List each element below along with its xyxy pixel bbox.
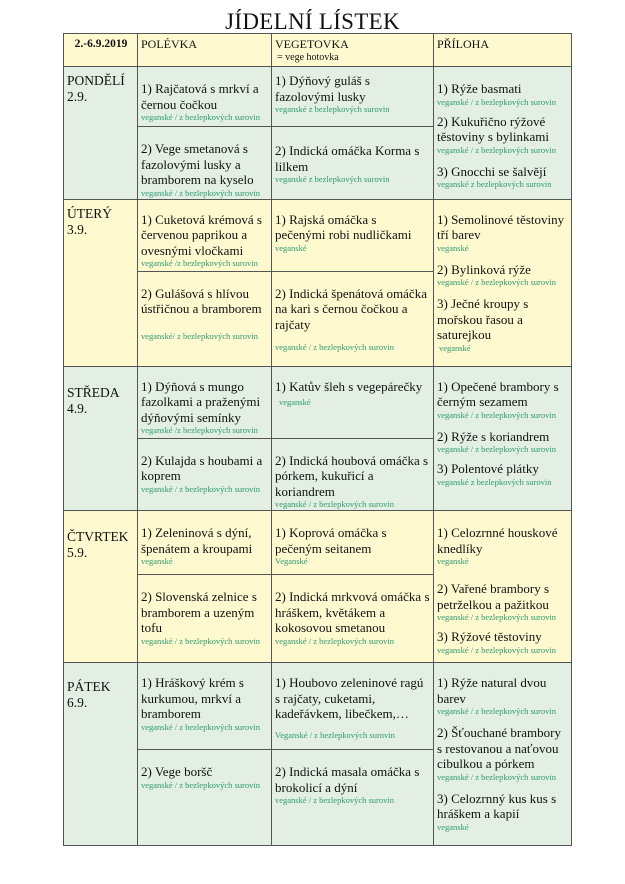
day-cell [64, 511, 138, 663]
veg-label: VEGETOVKA [275, 37, 349, 51]
side-cell [434, 511, 572, 663]
veg-cell [272, 750, 434, 846]
dish-name: 2) Indická omáčka Korma s lilkem [275, 143, 420, 174]
diet-note: veganské [437, 821, 469, 832]
dish-name: 2) Vařené brambory s petrželkou a pažitkou [437, 581, 550, 612]
diet-note: veganské / z bezlepkových surovin [437, 144, 556, 155]
dish-name: 1) Rajská omáčka s pečenými robi nudličkami [275, 211, 412, 242]
header-row [64, 34, 572, 67]
diet-note: veganské [439, 342, 471, 353]
column-header-side: PŘÍLOHA [434, 34, 572, 67]
soup-cell [138, 366, 272, 438]
veg-cell [272, 67, 434, 127]
soup-cell [138, 511, 272, 575]
diet-note: veganské [275, 242, 307, 253]
veg-note: = vege hotovka [277, 52, 339, 63]
veg-cell [272, 366, 434, 438]
day-name: PÁTEK [67, 679, 111, 694]
dish-name: 2) Indická špenátová omáčka na kari s černou čočkou a rajčaty [275, 285, 427, 332]
dish-name: 3) Ječné kroupy s mořskou řasou a saturejkou [437, 296, 529, 342]
veg-cell [272, 271, 434, 366]
dish-name: 3) Celozrnný kus kus s hráškem a kapií [437, 790, 557, 821]
dish-name: 1) Rýže natural dvou barev [437, 675, 547, 706]
day-cell [64, 199, 138, 366]
diet-note: veganské z bezlepkových surovin [275, 104, 390, 114]
diet-note: veganské [141, 556, 173, 566]
column-header-soup: POLÉVKA [138, 34, 272, 67]
side-cell [434, 199, 572, 366]
side-cell [434, 366, 572, 511]
day-cell [64, 67, 138, 200]
diet-note: veganské / z bezlepkových surovin [141, 483, 260, 494]
dish-name: 2) Kukuřično rýžové těstoviny s bylinkami [437, 113, 549, 144]
dish-name: 2) Slovenská zelnice s bramborem a uzeným tofu [141, 589, 257, 635]
diet-note: veganské z bezlepkových surovin [437, 179, 552, 189]
diet-note: veganské / z bezlepkových surovin [437, 644, 556, 655]
day-date: 2.9. [67, 89, 88, 104]
day-name: STŘEDA [67, 384, 120, 400]
day-name: ČTVRTEK [67, 529, 129, 544]
day-name: PONDĚLÍ [67, 73, 125, 88]
dish-name: 2) Indická mrkvová omáčka s hráškem, květákem a kokosovou smetanou [275, 589, 430, 635]
dish-name: 2) Indická masala omáčka s brokolicí a dýní [275, 764, 420, 795]
column-header-veg [272, 34, 434, 67]
table-row [64, 199, 572, 271]
dish-name: 1) Zeleninová s dýní, špenátem a kroupami [141, 525, 253, 556]
diet-note: veganské z bezlepkových surovin [437, 476, 552, 487]
dish-name: 1) Katův šleh s vegepárečky [275, 378, 423, 394]
diet-note: veganské [279, 397, 311, 407]
table-row [64, 511, 572, 575]
diet-note: veganské z bezlepkových surovin [275, 174, 390, 184]
soup-cell [138, 199, 272, 271]
diet-note: veganské / z bezlepkových surovin [437, 409, 556, 420]
soup-cell [138, 575, 272, 663]
diet-note: veganské / z bezlepkových surovin [275, 795, 394, 805]
day-cell [64, 663, 138, 846]
dish-name: 2) Vege smetanová s fazolovými lusky a bramborem na kyselo [141, 141, 254, 187]
dish-name: 3) Rýžové těstoviny [437, 629, 542, 644]
diet-note: veganské / z bezlepkových surovin [437, 96, 556, 107]
day-date: 3.9. [67, 221, 88, 237]
dish-name: 1) Koprová omáčka s pečeným seitanem [275, 525, 387, 556]
veg-cell [272, 663, 434, 750]
dish-name: 3) Gnocchi se šalvějí [437, 163, 547, 179]
dish-name: 3) Polentové plátky [437, 461, 539, 476]
soup-cell [138, 127, 272, 200]
table-row [64, 366, 572, 438]
veg-cell [272, 575, 434, 663]
dish-name: 1) Rýže basmati [437, 81, 522, 96]
diet-note: veganské / z bezlepkových surovin [141, 187, 260, 198]
diet-note: veganské / z bezlepkových surovin [437, 771, 556, 782]
soup-cell [138, 67, 272, 127]
soup-cell [138, 438, 272, 511]
diet-note: veganské / z bezlepkových surovin [275, 499, 394, 509]
diet-note: veganské / z bezlepkových surovin [437, 706, 556, 716]
day-name: ÚTERÝ [67, 205, 112, 221]
dish-name: 2) Indická houbová omáčka s pórkem, kukuřicí a koriandrem [275, 452, 429, 499]
day-cell [64, 366, 138, 511]
table-row [64, 67, 572, 127]
diet-note: veganské [437, 556, 469, 566]
diet-note: veganské / z bezlepkových surovin [141, 635, 260, 646]
soup-cell [138, 271, 272, 366]
dish-name: 2) Rýže s koriandrem [437, 428, 550, 444]
dish-name: 1) Opečené brambory s černým sezamem [437, 378, 559, 409]
veg-cell [272, 438, 434, 511]
veg-cell [272, 511, 434, 575]
diet-note: veganské /z bezlepkových surovin [141, 425, 258, 435]
side-cell [434, 663, 572, 846]
diet-note: veganské / z bezlepkových surovin [141, 779, 260, 790]
dish-name: 1) Semolinové těstoviny tří barev [437, 211, 565, 242]
diet-note: veganské / z bezlepkových surovin [437, 444, 556, 454]
dish-name: 1) Celozrnné houskové knedlíky [437, 525, 558, 556]
diet-note: Veganské / z bezlepkových surovin [275, 729, 395, 740]
soup-cell [138, 750, 272, 846]
day-date: 6.9. [67, 695, 88, 710]
dish-name: 2) Šťouchané brambory s restovanou a naťovou cibulkou a pórkem [437, 725, 561, 771]
menu-table [63, 33, 572, 846]
diet-note: veganské / z bezlepkových surovin [141, 721, 260, 732]
side-cell [434, 67, 572, 200]
dish-name: 1) Rajčatová s mrkví a černou čočkou [141, 81, 259, 112]
veg-cell [272, 127, 434, 200]
diet-note: veganské / z bezlepkových surovin [275, 342, 394, 352]
diet-note: veganské /z bezlepkových surovin [141, 258, 258, 268]
page-title: JÍDELNÍ LÍSTEK [225, 9, 400, 34]
diet-note: veganské / z bezlepkových surovin [437, 277, 556, 287]
dish-name: 1) Dýňový guláš s fazolovými lusky [275, 73, 370, 104]
diet-note: veganské/ z bezlepkových surovin [141, 330, 258, 341]
diet-note: veganské / z bezlepkových surovin [275, 635, 394, 646]
diet-note: Veganské [275, 556, 308, 566]
diet-note: veganské / z bezlepkových surovin [437, 612, 556, 622]
dish-name: 1) Houbovo zeleninové ragú s rajčaty, cuketami, kadeřávkem, libečkem,… [275, 675, 424, 721]
dish-name: 2) Vege boršč [141, 764, 213, 779]
veg-cell [272, 199, 434, 271]
dish-name: 2) Kulajda s houbami a koprem [141, 452, 263, 483]
diet-note: veganské [437, 242, 469, 253]
date-range: 2.-6.9.2019 [64, 34, 138, 67]
dish-name: 1) Cuketová krémová s červenou paprikou a ovesnými vločkami [141, 211, 262, 258]
day-date: 5.9. [67, 545, 88, 560]
dish-name: 1) Dýňová s mungo fazolkami a praženými dýňovými semínky [141, 378, 261, 425]
dish-name: 1) Hráškový krém s kurkumou, mrkví a bramborem [141, 675, 244, 721]
table-row [64, 663, 572, 750]
dish-name: 2) Bylinková rýže [437, 261, 531, 277]
diet-note: veganské / z bezlepkových surovin [141, 112, 260, 122]
soup-cell [138, 663, 272, 750]
dish-name: 2) Gulášová s hlívou ústřičnou a bramborem [141, 285, 262, 316]
day-date: 4.9. [67, 400, 88, 416]
